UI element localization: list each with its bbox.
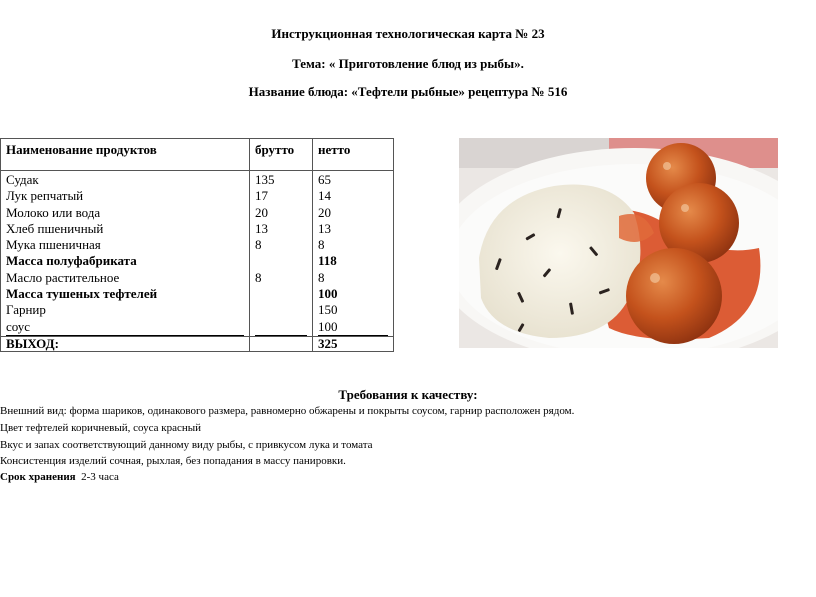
brutto-value [255,253,307,269]
brutto-cell [250,171,313,337]
quality-appearance: Внешний вид: форма шариков, одинакового размера, равномерно обжарены и покрыты соусом, гарнир расположен рядом. [0,405,575,417]
product-name: Мука пшеничная [6,237,101,253]
brutto-value [255,286,307,302]
brutto-value: 13 [255,220,268,236]
product-name: Масса тушеных тефтелей [6,286,158,302]
brutto-value: 8 [255,237,262,253]
quality-texture: Консистенция изделий сочная, рыхлая, без попадания в массу панировки. [0,455,346,467]
recipe-table [0,138,394,352]
table-header-row [1,139,394,171]
netto-value: 13 [318,220,331,236]
product-name: Гарнир [6,302,46,318]
product-name: Лук репчатый [6,188,84,204]
fish-meatballs-with-rice-photo [459,138,778,348]
netto-cell [313,171,394,337]
card-title: Инструкционная технологическая карта № 23 [271,26,545,41]
storage-label: Срок хранения [0,471,76,483]
output-label: ВЫХОД: [1,336,250,351]
brutto-value: 8 [255,269,262,285]
brutto-value: 17 [255,188,268,204]
netto-value: 8 [318,269,325,285]
netto-value: 20 [318,204,331,220]
netto-value: 100 [318,319,388,336]
output-value: 325 [313,336,394,351]
table-body-row [1,171,394,337]
netto-value: 8 [318,237,325,253]
netto-value: 65 [318,172,331,187]
column-header-brutto: брутто [250,139,313,171]
brutto-value: 20 [255,204,268,220]
netto-value: 118 [318,253,337,269]
storage-value: 2-3 часа [81,471,119,483]
column-header-netto: нетто [313,139,394,171]
quality-title: Требования к качеству: [338,387,478,402]
brutto-value: 135 [255,172,275,187]
output-row [1,336,394,351]
column-header-products: Наименование продуктов [1,139,250,171]
output-brutto [250,336,313,351]
product-name: Молоко или вода [6,204,101,220]
brutto-value [255,319,307,336]
product-name: Масло растительное [6,269,120,285]
netto-value: 14 [318,188,331,204]
product-name: соус [6,319,244,336]
dish-name-line: Название блюда: «Тефтели рыбные» рецептура № 516 [248,84,568,99]
topic-line: Тема: « Приготовление блюд из рыбы». [292,56,524,71]
product-name: Хлеб пшеничный [6,220,104,236]
netto-value: 100 [318,286,338,302]
brutto-value [255,302,307,318]
storage-line [0,471,119,483]
quality-taste: Вкус и запах соответствующий данному виду рыбы, с привкусом лука и томата [0,439,373,451]
netto-value: 150 [318,302,338,318]
products-cell [1,171,250,337]
quality-color: Цвет тефтелей коричневый, соуса красный [0,422,201,434]
product-name: Масса полуфабриката [6,253,137,269]
product-name: Судак [6,172,39,187]
